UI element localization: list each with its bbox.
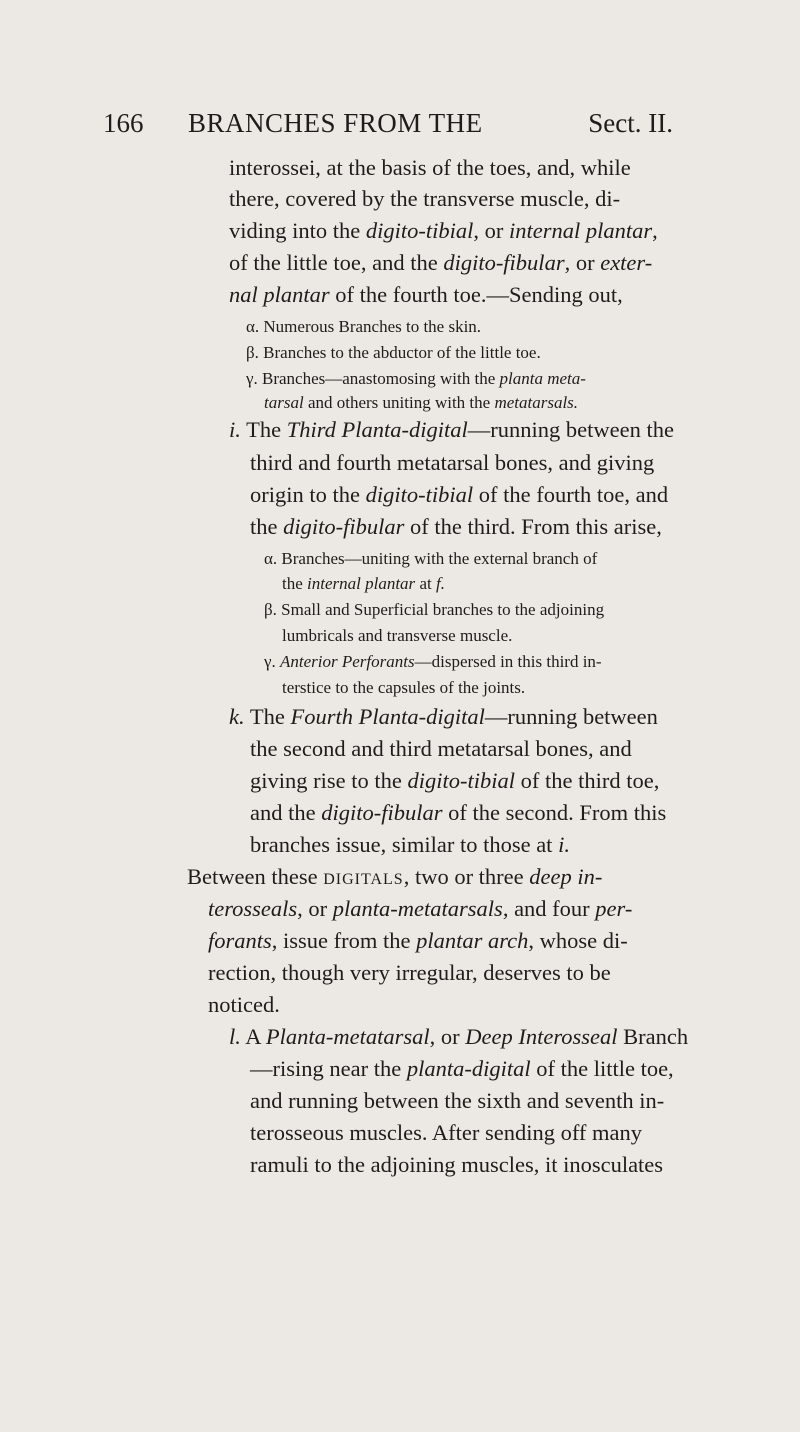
text-line: α. Numerous Branches to the skin. <box>246 317 482 336</box>
text-line: the second and third metatarsal bones, and <box>250 736 632 761</box>
text-line: γ. Anterior Perforants—dispersed in this third in- <box>264 652 602 671</box>
text-line: nal plantar of the fourth toe.—Sending out, <box>229 282 623 307</box>
text-line: and the digito-fibular of the second. From this <box>250 800 667 825</box>
text-line: branches issue, similar to those at i. <box>250 832 570 857</box>
text-line: terstice to the capsules of the joints. <box>282 678 526 697</box>
text-line: α. Branches—uniting with the external branch of <box>264 549 598 568</box>
section-label: Sect. II. <box>588 108 673 138</box>
text-line: terosseous muscles. After sending off many <box>250 1120 643 1145</box>
text-line: forants, issue from the plantar arch, whose di- <box>208 928 628 953</box>
text-line: —rising near the planta-digital of the little toe, <box>250 1056 674 1081</box>
text-line: l. A Planta-metatarsal, or Deep Interosseal Branch <box>229 1024 689 1049</box>
text-line: rection, though very irregular, deserves to be <box>208 960 611 985</box>
running-header <box>103 108 673 148</box>
text-line: β. Branches to the abductor of the little toe. <box>246 343 541 362</box>
text-line: β. Small and Superficial branches to the adjoining <box>264 600 605 619</box>
text-line: lumbricals and transverse muscle. <box>282 626 513 645</box>
text-line: of the little toe, and the digito-fibular, or exter- <box>229 250 653 275</box>
page-number: 166 <box>103 108 144 138</box>
text-line: viding into the digito-tibial, or internal plantar, <box>229 218 658 243</box>
text-line: giving rise to the digito-tibial of the third toe, <box>250 768 660 793</box>
text-line: interossei, at the basis of the toes, and, while <box>229 155 631 180</box>
text-line: the digito-fibular of the third. From this arise, <box>250 514 662 539</box>
text-line: i. The Third Planta-digital—running between the <box>229 417 674 442</box>
text-line: and running between the sixth and seventh in- <box>250 1088 665 1113</box>
text-line: noticed. <box>208 992 280 1017</box>
text-line: terosseals, or planta-metatarsals, and four per- <box>208 896 633 921</box>
text-line: γ. Branches—anastomosing with the planta meta- <box>246 369 586 388</box>
text-line: the internal plantar at f. <box>282 574 445 593</box>
text-line: tarsal and others uniting with the metatarsals. <box>264 393 579 412</box>
text-line: Between these digitals, two or three deep in- <box>187 864 603 889</box>
text-line: ramuli to the adjoining muscles, it inosculates <box>250 1152 664 1177</box>
text-line: k. The Fourth Planta-digital—running between <box>229 704 658 729</box>
text-line: origin to the digito-tibial of the fourth toe, and <box>250 482 669 507</box>
text-line: third and fourth metatarsal bones, and giving <box>250 450 655 475</box>
running-title: BRANCHES FROM THE <box>188 108 483 138</box>
text-line: there, covered by the transverse muscle, di- <box>229 186 621 211</box>
